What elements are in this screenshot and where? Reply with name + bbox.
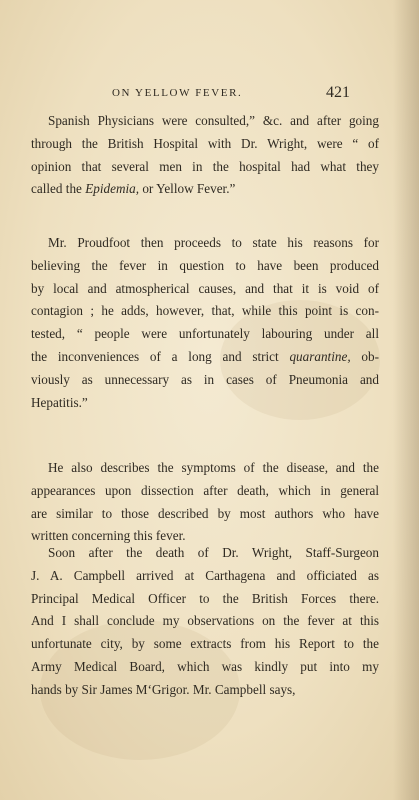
- italic-term: Epidemia,: [85, 181, 140, 197]
- paragraph: [31, 110, 379, 201]
- text-line: He also describes the symptoms of the disease, and the: [48, 460, 379, 475]
- running-head: ON YELLOW FEVER.: [112, 87, 243, 99]
- text-line: written concerning this fever.: [31, 528, 186, 544]
- text-line: unfortunate city, by some extracts from his Report to the: [31, 636, 379, 652]
- text-line: Mr. Proudfoot then proceeds to state his reasons for: [48, 235, 379, 250]
- text-line: hands by Sir James M‘Grigor. Mr. Campbell says,: [31, 681, 296, 697]
- text-line: through the British Hospital with Dr. Wright, were “ of: [31, 135, 379, 151]
- text-line: called the Epidemia, or Yellow Fever.”: [31, 181, 236, 197]
- italic-term: quarantine,: [289, 348, 351, 364]
- paragraph: [31, 232, 379, 414]
- page-header: [0, 84, 419, 107]
- text-line: are similar to those described by most authors who have: [31, 505, 379, 521]
- paragraph: [31, 457, 379, 548]
- text-line: Principal Medical Officer to the British Forces there.: [31, 590, 379, 606]
- text-line: believing the fever in question to have been produced: [31, 257, 379, 273]
- page-number: 421: [326, 84, 350, 101]
- text-line: tested, “ people were unfortunately labouring under all: [31, 326, 379, 342]
- text-line: opinion that several men in the hospital had what they: [31, 158, 379, 174]
- paragraph: [31, 542, 379, 702]
- text-line: Army Medical Board, which was kindly put into my: [31, 658, 379, 674]
- text-line: by local and atmospherical causes, and that it is void of: [31, 280, 379, 296]
- page-edge-shadow: [393, 0, 419, 800]
- text-line: appearances upon dissection after death, which in general: [31, 482, 379, 498]
- text-line: Spanish Physicians were consulted,” &c. and after going: [48, 113, 379, 128]
- text-line: contagion ; he adds, however, that, while this point is con-: [31, 303, 379, 319]
- text-line: viously as unnecessary as in cases of Pneumonia and: [31, 371, 379, 387]
- text-line: J. A. Campbell arrived at Carthagena and officiated as: [31, 567, 379, 583]
- text-line: And I shall conclude my observations on the fever at this: [31, 613, 379, 629]
- text-line: Hepatitis.”: [31, 394, 88, 410]
- text-line: the inconveniences of a long and strict quarantine, ob-: [31, 348, 379, 364]
- text-line: Soon after the death of Dr. Wright, Staff-Surgeon: [48, 545, 379, 560]
